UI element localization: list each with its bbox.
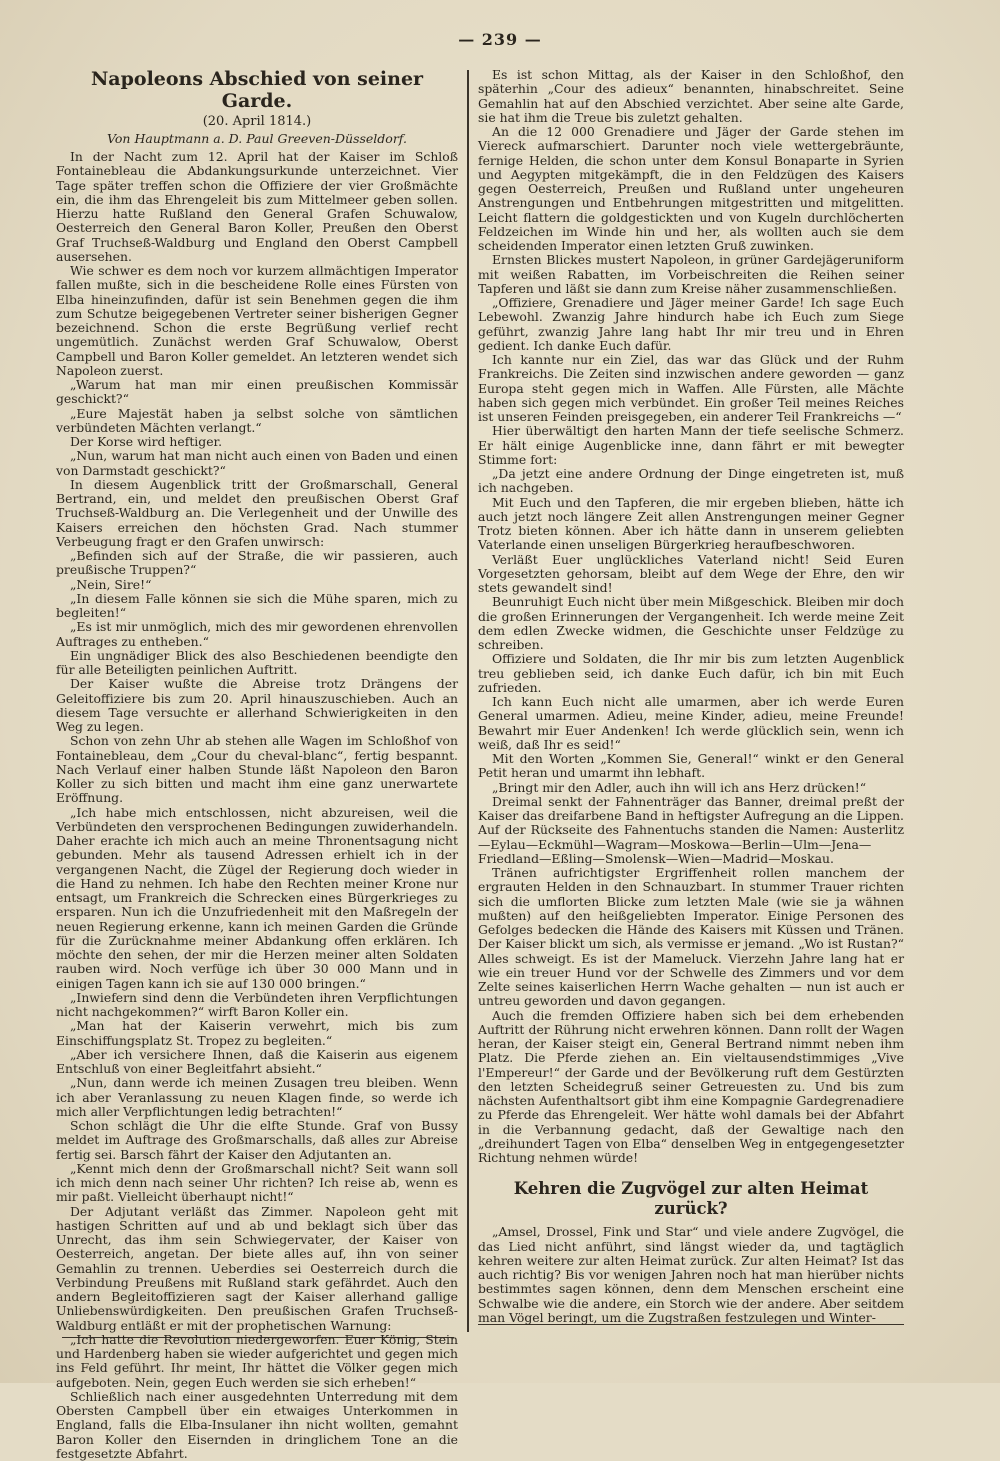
paragraph: Ernsten Blickes mustert Napoleon, in grüner Gardejägeruniform mit weißen Rabatten, im Vorbeischreiten die Reihen seiner Tapferen und läßt sie dann zum Kreise näher zusammenschließen. (478, 252, 904, 296)
article2-title: Kehren die Zugvögel zur alten Heimat zurück? (513, 1179, 869, 1219)
paragraph: „Nein, Sire!“ (70, 576, 152, 592)
column-right (478, 68, 904, 1330)
paragraph: „Ich habe mich entschlossen, nicht abzureisen, weil die Verbündeten den versprochenen Bedingungen zuwiderhandeln. Daher erachte ich mich auch an meine Thronentsagung nicht gebunden. Mehr als tausend Adressen erhielt ich in der vergangenen Nacht, die Zügel der Regierung doch wieder in die Hand zu nehmen. Ich habe den Rechten meiner Krone nur entsagt, um Frankreich die Schrecken eines Bürgerkrieges zu ersparen. Nun ich die Unzufriedenheit mit den Maßregeln der neuen Regierung erkenne, kann ich meinen Garden die Gründe für die Zurücknahme meiner Abdankung offen erklären. Ich möchte den sehen, der mir die Herzen meiner alten Soldaten rauben wird. Noch verfüge ich über 30 000 Mann und in einigen Tagen kann ich sie auf 130 000 bringen.“ (56, 804, 458, 991)
page-number: — 239 — (458, 30, 542, 49)
paragraph: „Eure Majestät haben ja selbst solche von sämtlichen verbündeten Mächten verlangt.“ (56, 405, 458, 435)
paragraph: „Kennt mich denn der Großmarschall nicht? Seit wann soll ich mich denn nach seiner Uhr richten? Ich reise ab, wenn es mir paßt. Vielleicht überhaupt nicht!“ (56, 1160, 458, 1205)
paragraph: „Man hat der Kaiserin verwehrt, mich bis zum Einschiffungsplatz St. Tropez zu begleiten.“ (56, 1018, 458, 1048)
paragraph: Schon von zehn Uhr ab stehen alle Wagen im Schloßhof von Fontainebleau, dem „Cour du cheval-blanc“, fertig bespannt. Nach Verlauf einer halben Stunde läßt Napoleon den Baron Koller zu sich bitten und macht ihm eine ganz unerwartete Eröffnung. (56, 733, 458, 806)
article-body-right (478, 68, 904, 1165)
paragraph: „Ich hatte die Revolution niedergeworfen. Euer König, Stein und Hardenberg haben sie wieder aufgerichtet und gegen mich ins Feld geführt. Ihr meint, Ihr hättet die Völker gegen mich aufgeboten. Nein, gegen Euch werden sie sich erheben!“ (56, 1331, 458, 1390)
column-divider (467, 70, 469, 1332)
column-left (56, 68, 458, 1461)
paragraph: „Amsel, Drossel, Fink und Star“ und viele andere Zugvögel, die das Lied nicht anführt, sind längst wieder da, und tagtäglich kehren weitere zur alten Heimat zurück. Zur alten Heimat? Ist das auch richtig? Bis vor wenigen Jahren noch hat man hierüber nichts bestimmtes sagen können, denn dem Menschen erscheint eine Schwalbe wie die andere, ein Storch wie der andere. Aber seitdem man Vögel beringt, um die Zugstraßen festzulegen und Winter- (478, 1224, 904, 1325)
paragraph: In der Nacht zum 12. April hat der Kaiser im Schloß Fontainebleau die Abdankungsurkunde unterzeichnet. Vier Tage später treffen schon die Offiziere der vier Großmächte ein, die ihm das Ehrengeleit bis zum Mittelmeer geben sollen. Hierzu hatte Rußland den General Grafen Schuwalow, Oesterreich den General Baron Koller, Preußen den Oberst Graf Truchseß-Waldburg und England den Oberst Campbell ausersehen. (56, 149, 458, 264)
paragraph: „Inwiefern sind denn die Verbündeten ihren Verpflichtungen nicht nachgekommen?“ wirft Baron Koller ein. (56, 989, 458, 1019)
paragraph: Ein ungnädiger Blick des also Beschiedenen beendigte den für alle Beteiligten peinlichen Auftritt. (56, 647, 458, 677)
paragraph: „Bringt mir den Adler, auch ihn will ich ans Herz drücken!“ (492, 779, 867, 795)
article2-body (478, 1225, 904, 1325)
paragraph: Ich kannte nur ein Ziel, das war das Glück und der Ruhm Frankreichs. Die Zeiten sind inzwischen andere geworden — ganz Europa steht gegen mich in Waffen. Alle Fürsten, alle Mächte haben sich gegen mich verbündet. Ein großer Teil meines Reiches ist unseren Feinden preisgegeben, ein anderer Teil Frankreichs —“ (478, 352, 904, 424)
paragraph: Verläßt Euer unglückliches Vaterland nicht! Seid Euren Vorgesetzten gehorsam, bleibt auf dem Wege der Ehre, den wir stets gewandelt sind! (478, 551, 904, 595)
paragraph: „Nun, warum hat man nicht auch einen von Baden und einen von Darmstadt geschickt?“ (56, 448, 458, 478)
paragraph: Es ist schon Mittag, als der Kaiser in den Schloßhof, den späterhin „Cour des adieux“ benannten, hinabschreitet. Seine Gemahlin hat auf den Abschied verzichtet. Aber seine alte Garde, sie hat ihm die Treue bis zuletzt gehalten. (478, 67, 904, 125)
paragraph: Hier überwältigt den harten Mann der tiefe seelische Schmerz. Er hält einige Augenblicke inne, dann fährt er mit bewegter Stimme fort: (478, 423, 904, 467)
paragraph: „Nun, dann werde ich meinen Zusagen treu bleiben. Wenn ich aber Veranlassung zu neuen Klagen finde, so werde ich mich aller Verpflichtungen ledig betrachten!“ (56, 1075, 458, 1119)
paragraph: Mit den Worten „Kommen Sie, General!“ winkt er den General Petit heran und umarmt ihn lebhaft. (478, 751, 904, 781)
paragraph: Beunruhigt Euch nicht über mein Mißgeschick. Bleiben mir doch die großen Erinnerungen der Vergangenheit. Ich werde meine Zeit dem edlen Zwecke widmen, die Geschichte unser Feldzüge zu schreiben. (478, 594, 904, 652)
paragraph: Offiziere und Soldaten, die Ihr mir bis zum letzten Augenblick treu geblieben seid, ich danke Euch dafür, ich bin mit Euch zufrieden. (478, 651, 904, 695)
paragraph: Tränen aufrichtigster Ergriffenheit rollen manchem der ergrauten Helden in den Schnauzbart. In stummer Trauer richten sich die umflorten Blicke zum letzten Male (wie sie ja wähnen mußten) auf den heißgeliebten Imperator. Einige Personen des Gefolges bedecken die Hände des Kaisers mit Küssen und Tränen. Der Kaiser blickt um sich, als vermisse er jemand. „Wo ist Rustan?“ Alles schweigt. Es ist der Mameluck. Vierzehn Jahre lang hat er wie ein treuer Hund vor der Schwelle des Zimmers und vor dem Zelte seines kaiserlichen Herrn Wache gehalten — nun ist auch er untreu geworden und davon gegangen. (478, 865, 904, 1009)
paragraph: „Aber ich versichere Ihnen, daß die Kaiserin aus eigenem Entschluß von einer Begleitfahrt absieht.“ (56, 1046, 458, 1076)
paragraph: Schon schlägt die Uhr die elfte Stunde. Graf von Bussy meldet im Auftrage des Großmarschalls, daß alles zur Abreise fertig sei. Barsch fährt der Kaiser den Adjutanten an. (56, 1118, 458, 1162)
article-body-left (56, 150, 458, 1461)
paragraph: Schließlich nach einer ausgedehnten Unterredung mit dem Obersten Campbell über ein etwaiges Unterkommen in England, falls die Elba-Insulaner ihn nicht wollten, gemahnt Baron Koller den Eisernden in dringlichem Tone an die festgesetzte Abfahrt. (56, 1388, 458, 1461)
paragraph: Auch die fremden Offiziere haben sich bei dem erhebenden Auftritt der Rührung nicht erwehren können. Dann rollt der Wagen heran, der Kaiser steigt ein, General Bertrand nimmt neben ihm Platz. Die Pferde ziehen an. Ein vieltausendstimmiges „Vive l'Empereur!“ der Garde und der Bevölkerung ruft dem Gestürzten den letzten Scheidegruß seiner Getreuesten zu. Und bis zum nächsten Aufenthaltsort gibt ihm eine Kompagnie Gardegrenadiere zu Pferde das Ehrengeleit. Wer hätte wohl damals bei der Abfahrt in die Verbannung gedacht, daß der Gewaltige nach den „dreihundert Tagen von Elba“ denselben Weg in entgegengesetzter Richtung nehmen würde! (478, 1007, 904, 1165)
paragraph: Dreimal senkt der Fahnenträger das Banner, dreimal preßt der Kaiser das dreifarbene Band in heftigster Aufregung an die Lippen. Auf der Rückseite des Fahnentuchs standen die Namen: Austerlitz—Eylau—Eckmühl—Wagram—Moskowa—Berlin—Ulm—Jena—Friedland—Eßling—Smolensk—Wien—Madrid—Moskau. (478, 793, 904, 866)
article-date: (20. April 1814.) (202, 114, 312, 129)
paragraph: „Befinden sich auf der Straße, die wir passieren, auch preußische Truppen?“ (56, 548, 458, 578)
article-title: Napoleons Abschied von seiner Garde. (90, 68, 424, 112)
paragraph: Wie schwer es dem noch vor kurzem allmächtigen Imperator fallen mußte, sich in die bescheidene Rolle eines Fürsten von Elba hineinzufinden, dafür ist sein Benehmen gegen die ihm zum Schutze beigegebenen Vertreter seiner bisherigen Gegner bezeichnend. Schon die erste Begrüßung verlief recht ungemütlich. Zunächst werden Graf Schuwalow, Oberst Campbell und Baron Koller gemeldet. An letzteren wendet sich Napoleon zuerst. (56, 263, 458, 378)
paragraph: „In diesem Falle können sie sich die Mühe sparen, mich zu begleiten!“ (56, 590, 458, 620)
paragraph: „Offiziere, Grenadiere und Jäger meiner Garde! Ich sage Euch Lebewohl. Zwanzig Jahre hindurch habe ich Euch zum Siege geführt, zwanzig Jahre lang habt Ihr mir treu und in Ehren gedient. Ich danke Euch dafür. (478, 295, 904, 353)
paragraph: Ich kann Euch nicht alle umarmen, aber ich werde Euren General umarmen. Adieu, meine Kinder, adieu, meine Freunde! Bewahrt mir Euer Andenken! Ich werde glücklich sein, wenn ich weiß, daß Ihr es seid!“ (478, 694, 904, 752)
article-byline: Von Hauptmann a. D. Paul Greeven-Düsseldorf. (107, 131, 407, 146)
paragraph: Mit Euch und den Tapferen, die mir ergeben blieben, hätte ich auch jetzt noch längere Zeit allen Anstrengungen meiner Gegner Trotz bieten können. Aber ich hätte dann in unserem geliebten Vaterlande einen unseligen Bürgerkrieg heraufbeschworen. (478, 494, 904, 553)
paragraph: „Da jetzt eine andere Ordnung der Dinge eingetreten ist, muß ich nachgeben. (478, 466, 904, 496)
paragraph: Der Adjutant verläßt das Zimmer. Napoleon geht mit hastigen Schritten auf und ab und beklagt sich über das Unrecht, das ihm sein Schwiegervater, der Kaiser von Oesterreich, angetan. Der biete alles auf, ihn von seiner Gemahlin zu trennen. Ueberdies sei Oesterreich durch die Verbindung Preußens mit Rußland stark gefährdet. Auch den andern Begleitoffizieren sagt der Kaiser allerhand gallige Unliebenswürdigkeiten. Den preußischen Grafen Truchseß-Waldburg entläßt er mit der prophetischen Warnung: (56, 1203, 458, 1333)
paragraph: In diesem Augenblick tritt der Großmarschall, General Bertrand, ein, und meldet den preußischen Oberst Graf Truchseß-Waldburg an. Die Verlegenheit und der Unwille des Kaisers erreichen den höchsten Grad. Nach stummer Verbeugung fragt er den Grafen unwirsch: (56, 476, 458, 549)
paragraph: An die 12 000 Grenadiere und Jäger der Garde stehen im Viereck aufmarschiert. Darunter noch viele wettergebräunte, fernige Helden, die schon unter dem Konsul Bonaparte in Syrien und Aegypten mitgekämpft, die in den Feldzügen des Kaisers gegen Oesterreich, Preußen und Rußland unter ungeheuren Anstrengungen und Entbehrungen mitgestritten und mitgelitten. Leicht flattern die goldgestickten und von Kugeln durchlöcherten Feldzeichen im Winde hin und her, als wollten auch sie dem scheidenden Imperator einen letzten Gruß zuwinken. (478, 124, 904, 253)
paragraph: Der Korse wird heftiger. (70, 434, 223, 449)
paragraph: „Es ist mir unmöglich, mich des mir gewordenen ehrenvollen Auftrages zu entheben.“ (56, 619, 458, 649)
paragraph: Der Kaiser wußte die Abreise trotz Drängens der Geleitoffiziere bis zum 20. April hinauszuschieben. Auch an diesem Tage versuchte er allerhand Schwierigkeiten in den Weg zu legen. (56, 676, 458, 734)
paragraph: „Warum hat man mir einen preußischen Kommissär geschickt?“ (56, 377, 458, 407)
